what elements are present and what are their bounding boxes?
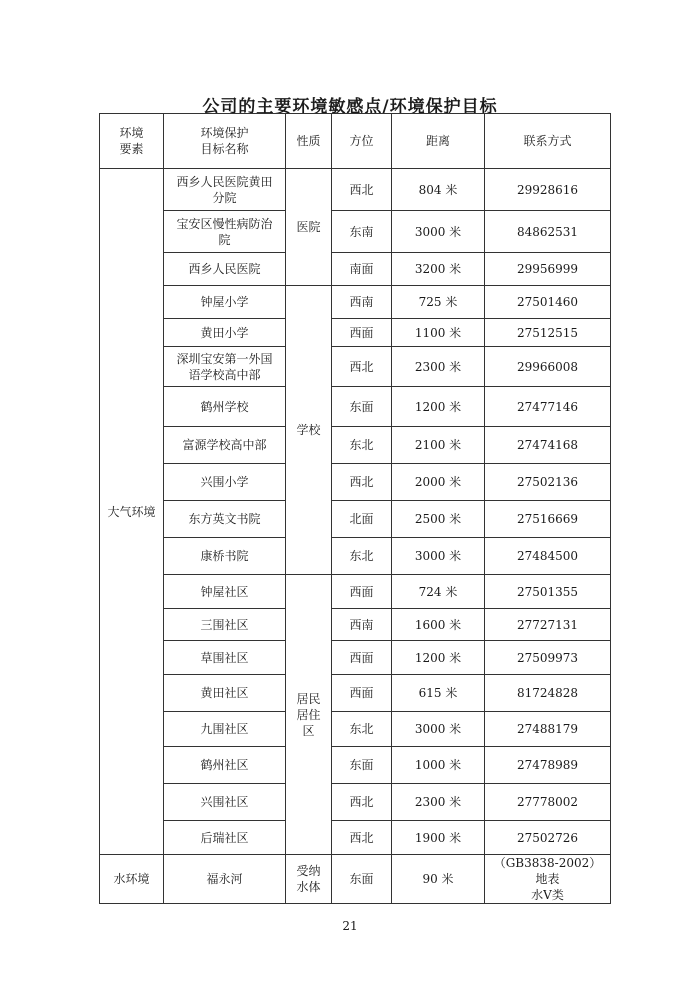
cell-contact: 29928616 xyxy=(485,169,611,211)
cell-direction: 北面 xyxy=(332,501,392,538)
cell-target-name: 黄田小学 xyxy=(164,319,286,347)
cell-nature: 受纳 水体 xyxy=(286,855,332,904)
cell-contact: 27512515 xyxy=(485,319,611,347)
table-row xyxy=(100,712,611,747)
cell-target-name: 西乡人民医院黄田 分院 xyxy=(164,169,286,211)
cell-contact: 27778002 xyxy=(485,784,611,821)
cell-contact: 84862531 xyxy=(485,211,611,253)
cell-direction: 西北 xyxy=(332,169,392,211)
table-row xyxy=(100,501,611,538)
cell-contact: 27501460 xyxy=(485,286,611,319)
environment-targets-table xyxy=(99,113,611,904)
table-row xyxy=(100,387,611,427)
cell-distance: 3200 米 xyxy=(392,253,485,286)
cell-target-name: 福永河 xyxy=(164,855,286,904)
table-row xyxy=(100,641,611,675)
cell-direction: 西北 xyxy=(332,347,392,387)
table-row xyxy=(100,821,611,855)
cell-contact: 27474168 xyxy=(485,427,611,464)
cell-target-name: 后瑞社区 xyxy=(164,821,286,855)
cell-target-name: 钟屋小学 xyxy=(164,286,286,319)
cell-distance: 1000 米 xyxy=(392,747,485,784)
cell-contact: 27501355 xyxy=(485,575,611,609)
cell-distance: 1200 米 xyxy=(392,387,485,427)
cell-direction: 西北 xyxy=(332,821,392,855)
cell-distance: 3000 米 xyxy=(392,712,485,747)
cell-target-name: 深圳宝安第一外国 语学校高中部 xyxy=(164,347,286,387)
cell-distance: 1900 米 xyxy=(392,821,485,855)
table-row xyxy=(100,747,611,784)
cell-distance: 1100 米 xyxy=(392,319,485,347)
cell-distance: 3000 米 xyxy=(392,211,485,253)
cell-distance: 725 米 xyxy=(392,286,485,319)
cell-direction: 东南 xyxy=(332,211,392,253)
page-title: 公司的主要环境敏感点/环境保护目标 xyxy=(202,97,498,117)
cell-direction: 西北 xyxy=(332,464,392,501)
cell-target-name: 鹤州学校 xyxy=(164,387,286,427)
cell-target-name: 黄田社区 xyxy=(164,675,286,712)
cell-target-name: 草围社区 xyxy=(164,641,286,675)
cell-target-name: 三围社区 xyxy=(164,609,286,641)
table-row xyxy=(100,609,611,641)
cell-direction: 西面 xyxy=(332,675,392,712)
cell-direction: 西南 xyxy=(332,609,392,641)
table-row xyxy=(100,538,611,575)
cell-distance: 2500 米 xyxy=(392,501,485,538)
table-row xyxy=(100,211,611,253)
header-target-name: 环境保护 目标名称 xyxy=(164,114,286,169)
cell-nature: 居民 居住 区 xyxy=(286,575,332,855)
table-row xyxy=(100,675,611,712)
cell-distance: 2000 米 xyxy=(392,464,485,501)
header-contact: 联系方式 xyxy=(485,114,611,169)
table-row xyxy=(100,427,611,464)
cell-element-water: 水环境 xyxy=(100,855,164,904)
table-row-water xyxy=(100,855,611,904)
cell-direction: 东面 xyxy=(332,387,392,427)
cell-direction: 西北 xyxy=(332,784,392,821)
cell-direction: 东北 xyxy=(332,538,392,575)
cell-target-name: 康桥书院 xyxy=(164,538,286,575)
table-row xyxy=(100,286,611,319)
header-element: 环境 要素 xyxy=(100,114,164,169)
table-row xyxy=(100,575,611,609)
cell-contact: 27502726 xyxy=(485,821,611,855)
cell-distance: 615 米 xyxy=(392,675,485,712)
cell-target-name: 宝安区慢性病防治 院 xyxy=(164,211,286,253)
cell-direction: 西面 xyxy=(332,319,392,347)
cell-contact: 27516669 xyxy=(485,501,611,538)
table-body xyxy=(100,169,611,904)
cell-distance: 724 米 xyxy=(392,575,485,609)
table-header-row xyxy=(100,114,611,169)
cell-distance: 1600 米 xyxy=(392,609,485,641)
header-distance: 距离 xyxy=(392,114,485,169)
cell-direction: 东北 xyxy=(332,712,392,747)
cell-contact: 27727131 xyxy=(485,609,611,641)
table-row xyxy=(100,347,611,387)
cell-distance: 1200 米 xyxy=(392,641,485,675)
cell-contact: 27477146 xyxy=(485,387,611,427)
cell-contact: 27488179 xyxy=(485,712,611,747)
table-row xyxy=(100,464,611,501)
table-row xyxy=(100,784,611,821)
cell-contact: 29966008 xyxy=(485,347,611,387)
cell-target-name: 钟屋社区 xyxy=(164,575,286,609)
cell-distance: 2300 米 xyxy=(392,784,485,821)
table-row xyxy=(100,253,611,286)
cell-distance: 3000 米 xyxy=(392,538,485,575)
cell-direction: 西南 xyxy=(332,286,392,319)
cell-direction: 东面 xyxy=(332,747,392,784)
cell-contact: 27484500 xyxy=(485,538,611,575)
page-number: 21 xyxy=(342,919,358,933)
table-row xyxy=(100,169,611,211)
cell-distance: 2300 米 xyxy=(392,347,485,387)
cell-direction: 东面 xyxy=(332,855,392,904)
cell-target-name: 鹤州社区 xyxy=(164,747,286,784)
cell-contact: 81724828 xyxy=(485,675,611,712)
cell-direction: 东北 xyxy=(332,427,392,464)
cell-contact: （GB3838-2002）地表 水Ⅴ类 xyxy=(485,855,611,904)
cell-direction: 南面 xyxy=(332,253,392,286)
cell-contact: 27502136 xyxy=(485,464,611,501)
cell-distance: 2100 米 xyxy=(392,427,485,464)
cell-contact: 27509973 xyxy=(485,641,611,675)
cell-direction: 西面 xyxy=(332,641,392,675)
header-direction: 方位 xyxy=(332,114,392,169)
cell-target-name: 兴围社区 xyxy=(164,784,286,821)
cell-contact: 27478989 xyxy=(485,747,611,784)
cell-nature: 学校 xyxy=(286,286,332,575)
cell-element-air: 大气环境 xyxy=(100,169,164,855)
cell-target-name: 兴围小学 xyxy=(164,464,286,501)
cell-direction: 西面 xyxy=(332,575,392,609)
table-row xyxy=(100,319,611,347)
cell-target-name: 富源学校高中部 xyxy=(164,427,286,464)
cell-distance: 804 米 xyxy=(392,169,485,211)
cell-distance: 90 米 xyxy=(392,855,485,904)
cell-target-name: 九围社区 xyxy=(164,712,286,747)
cell-target-name: 西乡人民医院 xyxy=(164,253,286,286)
cell-contact: 29956999 xyxy=(485,253,611,286)
header-nature: 性质 xyxy=(286,114,332,169)
cell-target-name: 东方英文书院 xyxy=(164,501,286,538)
cell-nature: 医院 xyxy=(286,169,332,286)
